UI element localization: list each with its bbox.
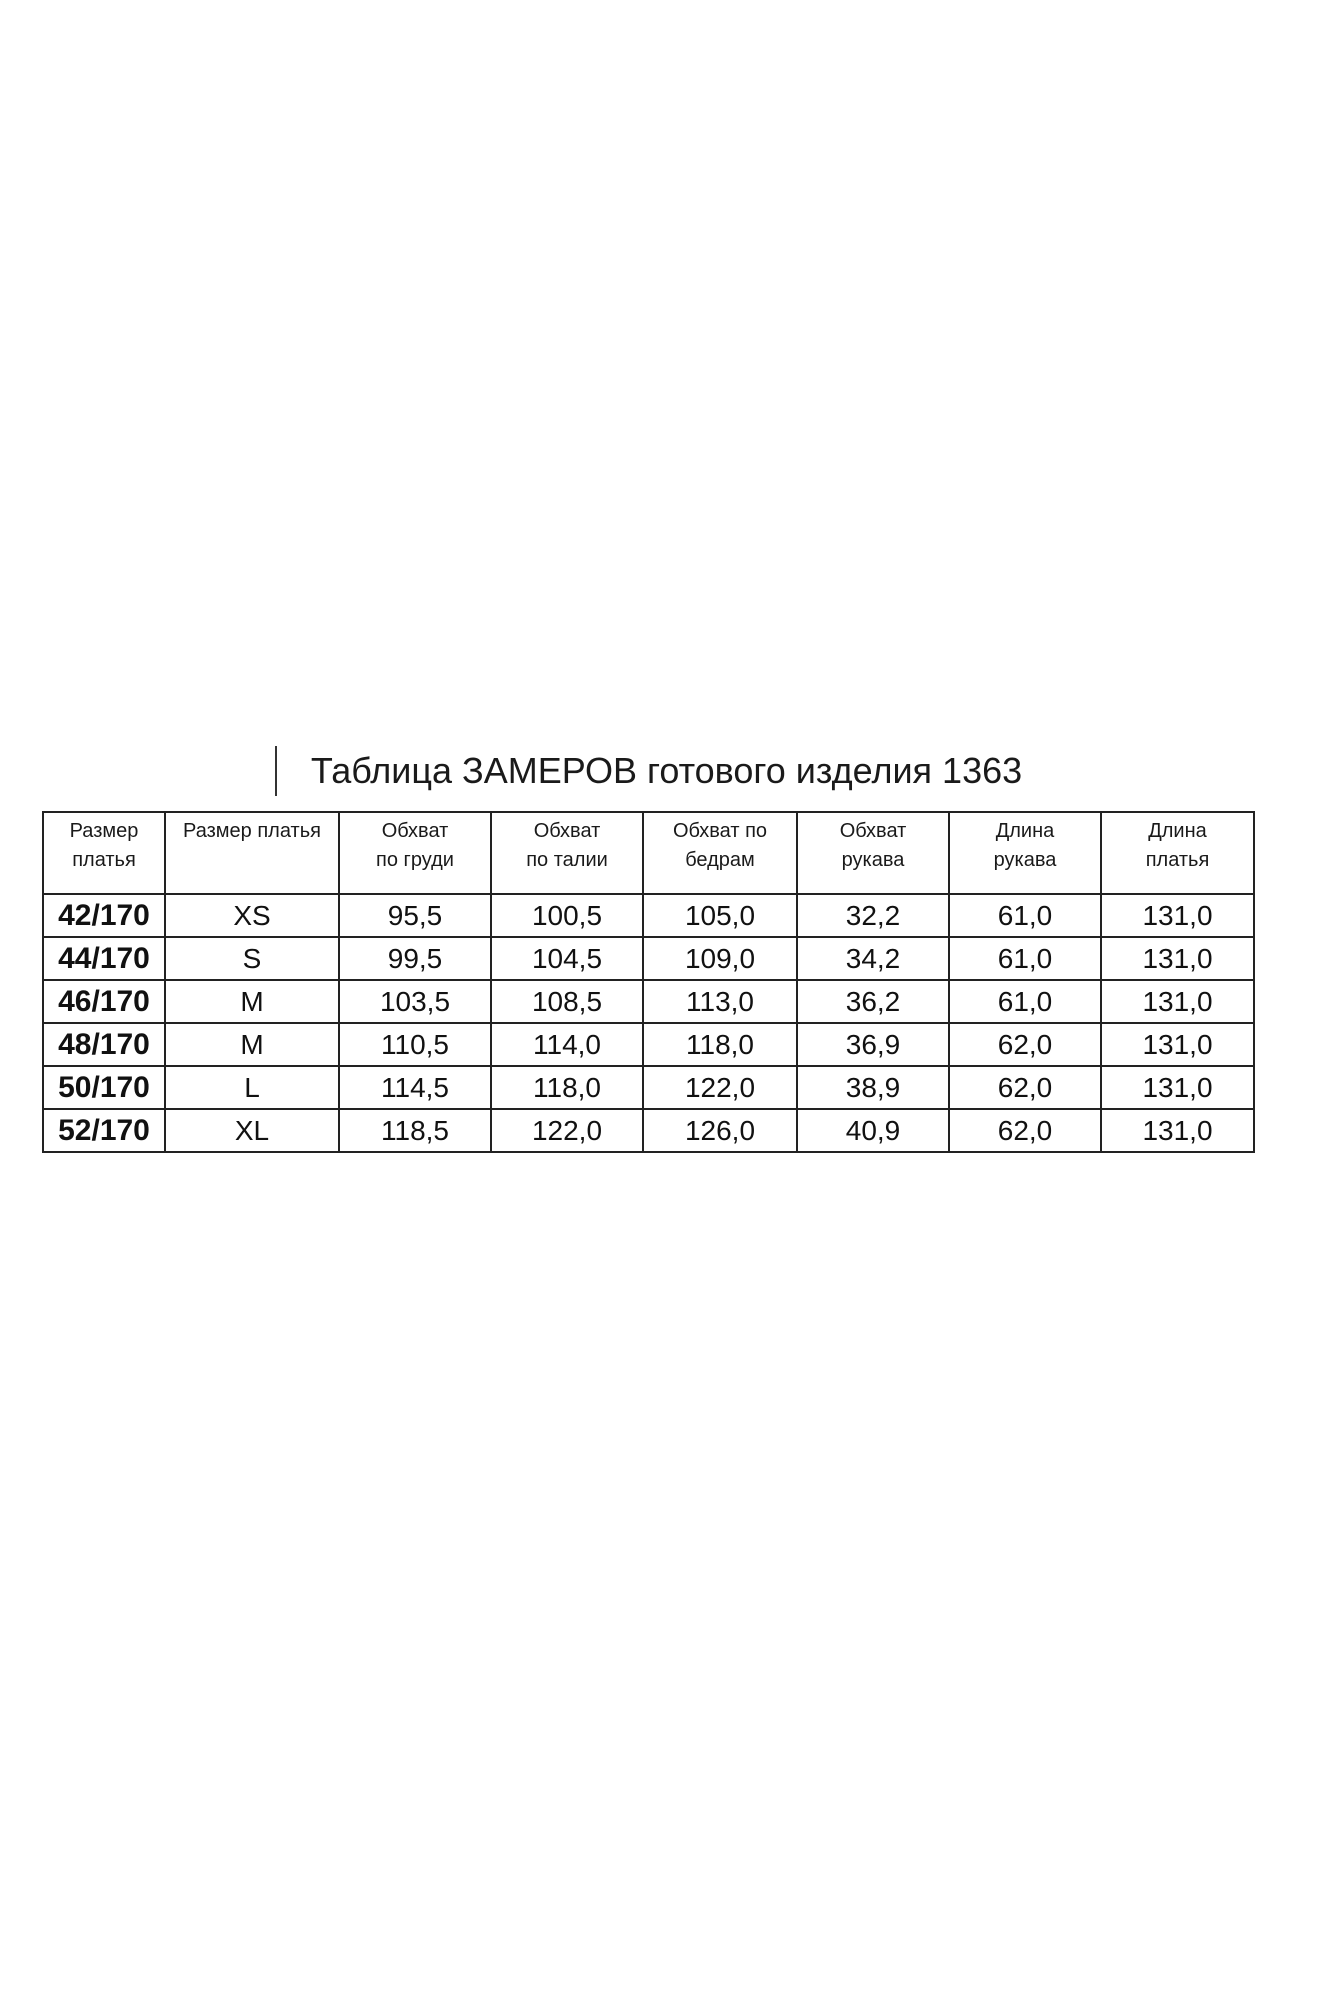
header-text: Обхват	[381, 820, 449, 842]
chest-cell: 99,5	[339, 937, 491, 980]
hips-cell: 105,0	[643, 894, 797, 937]
sleeve-length-cell: 61,0	[949, 980, 1101, 1023]
hips-cell: 113,0	[643, 980, 797, 1023]
waist-cell: 118,0	[491, 1066, 643, 1109]
header-text: Длина	[1148, 820, 1207, 842]
sleeve-girth-cell: 40,9	[797, 1109, 949, 1152]
header-text: Обхват	[839, 820, 907, 842]
header-cell-hips	[643, 812, 797, 894]
dress-length-cell: 131,0	[1101, 980, 1254, 1023]
letter-size-cell: M	[165, 980, 339, 1023]
header-text: Размер платья	[183, 820, 321, 842]
header-text: Обхват по	[672, 820, 768, 842]
header-text: по груди	[376, 849, 454, 871]
size-cell: 52/170	[43, 1109, 165, 1152]
sleeve-length-cell: 62,0	[949, 1023, 1101, 1066]
sleeve-girth-cell: 34,2	[797, 937, 949, 980]
size-cell: 44/170	[43, 937, 165, 980]
measurements-table	[42, 811, 1255, 1153]
document-title: Таблица ЗАМЕРОВ готового изделия 1363	[310, 750, 1023, 791]
table-row	[43, 1023, 1254, 1066]
dress-length-cell: 131,0	[1101, 937, 1254, 980]
header-text: платья	[72, 849, 136, 871]
table-row	[43, 1066, 1254, 1109]
chest-cell: 103,5	[339, 980, 491, 1023]
waist-cell: 104,5	[491, 937, 643, 980]
sleeve-girth-cell: 38,9	[797, 1066, 949, 1109]
header-text: Обхват	[533, 820, 601, 842]
header-text: платья	[1145, 849, 1210, 871]
size-cell: 48/170	[43, 1023, 165, 1066]
header-text: бедрам	[685, 849, 755, 871]
hips-cell: 122,0	[643, 1066, 797, 1109]
header-cell-waist	[491, 812, 643, 894]
header-text: по талии	[526, 849, 608, 871]
dress-length-cell: 131,0	[1101, 894, 1254, 937]
sleeve-girth-cell: 36,2	[797, 980, 949, 1023]
table-row	[43, 980, 1254, 1023]
header-cell-sleeve-girth	[797, 812, 949, 894]
letter-size-cell: S	[165, 937, 339, 980]
header-text: Размер	[69, 820, 139, 842]
table-row	[43, 1109, 1254, 1152]
sleeve-girth-cell: 36,9	[797, 1023, 949, 1066]
sleeve-girth-cell: 32,2	[797, 894, 949, 937]
letter-size-cell: L	[165, 1066, 339, 1109]
hips-cell: 126,0	[643, 1109, 797, 1152]
chest-cell: 114,5	[339, 1066, 491, 1109]
waist-cell: 122,0	[491, 1109, 643, 1152]
letter-size-cell: XS	[165, 894, 339, 937]
dress-length-cell: 131,0	[1101, 1023, 1254, 1066]
waist-cell: 108,5	[491, 980, 643, 1023]
letter-size-cell: XL	[165, 1109, 339, 1152]
waist-cell: 100,5	[491, 894, 643, 937]
size-cell: 42/170	[43, 894, 165, 937]
header-text: рукава	[841, 849, 905, 871]
chest-cell: 110,5	[339, 1023, 491, 1066]
header-text: Длина	[995, 820, 1055, 842]
header-cell-size	[43, 812, 165, 894]
sleeve-length-cell: 62,0	[949, 1109, 1101, 1152]
header-row	[43, 812, 1254, 894]
sleeve-length-cell: 61,0	[949, 894, 1101, 937]
dress-length-cell: 131,0	[1101, 1109, 1254, 1152]
header-cell-letter-size	[165, 812, 339, 894]
sleeve-length-cell: 62,0	[949, 1066, 1101, 1109]
dress-length-cell: 131,0	[1101, 1066, 1254, 1109]
letter-size-cell: M	[165, 1023, 339, 1066]
size-cell: 46/170	[43, 980, 165, 1023]
header-text: рукава	[993, 849, 1057, 871]
sleeve-length-cell: 61,0	[949, 937, 1101, 980]
hips-cell: 118,0	[643, 1023, 797, 1066]
header-cell-dress-length	[1101, 812, 1254, 894]
table-row	[43, 894, 1254, 937]
chest-cell: 118,5	[339, 1109, 491, 1152]
header-cell-chest	[339, 812, 491, 894]
hips-cell: 109,0	[643, 937, 797, 980]
size-cell: 50/170	[43, 1066, 165, 1109]
table-row	[43, 937, 1254, 980]
chest-cell: 95,5	[339, 894, 491, 937]
waist-cell: 114,0	[491, 1023, 643, 1066]
header-cell-sleeve-length	[949, 812, 1101, 894]
